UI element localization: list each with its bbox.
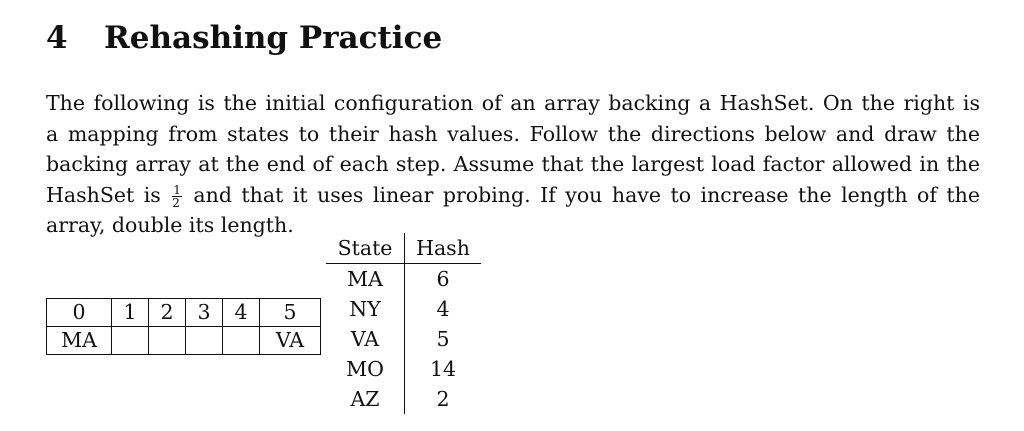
paragraph-line: The following is the initial configuration of an array backing a HashSet. On the right is: [46, 91, 980, 115]
paragraph-text: HashSet is: [46, 182, 161, 207]
state-column-header: State: [326, 233, 405, 264]
state-cell: NY: [326, 294, 405, 324]
hash-cell: 14: [429, 357, 457, 381]
fraction-numerator: 1: [173, 182, 181, 197]
state-cell: MO: [326, 354, 405, 384]
table-row: [326, 384, 481, 414]
hash-column-header: Hash: [405, 233, 482, 264]
section-number: 4: [46, 20, 68, 56]
paragraph-line-with-fraction: [46, 180, 980, 211]
section-heading: [46, 20, 442, 56]
hash-cell: 6: [436, 267, 450, 291]
paragraph-text: and that it uses linear probing. If you have to increase the length of the: [193, 182, 980, 207]
section-title: Rehashing Practice: [104, 20, 443, 56]
array-index-cell: 1: [112, 299, 149, 327]
array-index-cell: 0: [47, 299, 112, 327]
fraction-denominator: 2: [172, 195, 180, 210]
paragraph-line: backing array at the end of each step. Assume that the largest load factor allowed in the: [46, 152, 980, 176]
array-index-cell: 4: [223, 299, 260, 327]
state-cell: VA: [326, 324, 405, 354]
state-hash-table: [326, 233, 481, 414]
array-value-row: [47, 327, 321, 355]
paragraph-line: a mapping from states to their hash values. Follow the directions below and draw the: [46, 121, 980, 146]
instructions-paragraph: [46, 88, 980, 241]
paragraph-line: array, double its length.: [46, 213, 294, 237]
array-value-cell: VA: [260, 327, 321, 355]
array-value-cell: MA: [47, 327, 112, 355]
array-value-cell: [223, 327, 260, 355]
state-cell: AZ: [326, 384, 405, 414]
hash-cell: 2: [436, 387, 450, 411]
backing-array-table: [46, 298, 321, 355]
array-index-row: [47, 299, 321, 327]
table-row: [326, 264, 481, 295]
hash-cell: 4: [436, 297, 450, 321]
table-row: [326, 354, 481, 384]
table-row: [326, 324, 481, 354]
array-value-cell: [149, 327, 186, 355]
array-value-cell: [186, 327, 223, 355]
hash-cell: 5: [436, 327, 450, 351]
table-row: [326, 294, 481, 324]
array-index-cell: 2: [149, 299, 186, 327]
hash-header-row: [326, 233, 481, 264]
fraction-one-half: [172, 184, 182, 209]
array-index-cell: 5: [260, 299, 321, 327]
array-index-cell: 3: [186, 299, 223, 327]
array-value-cell: [112, 327, 149, 355]
state-cell: MA: [326, 264, 405, 295]
